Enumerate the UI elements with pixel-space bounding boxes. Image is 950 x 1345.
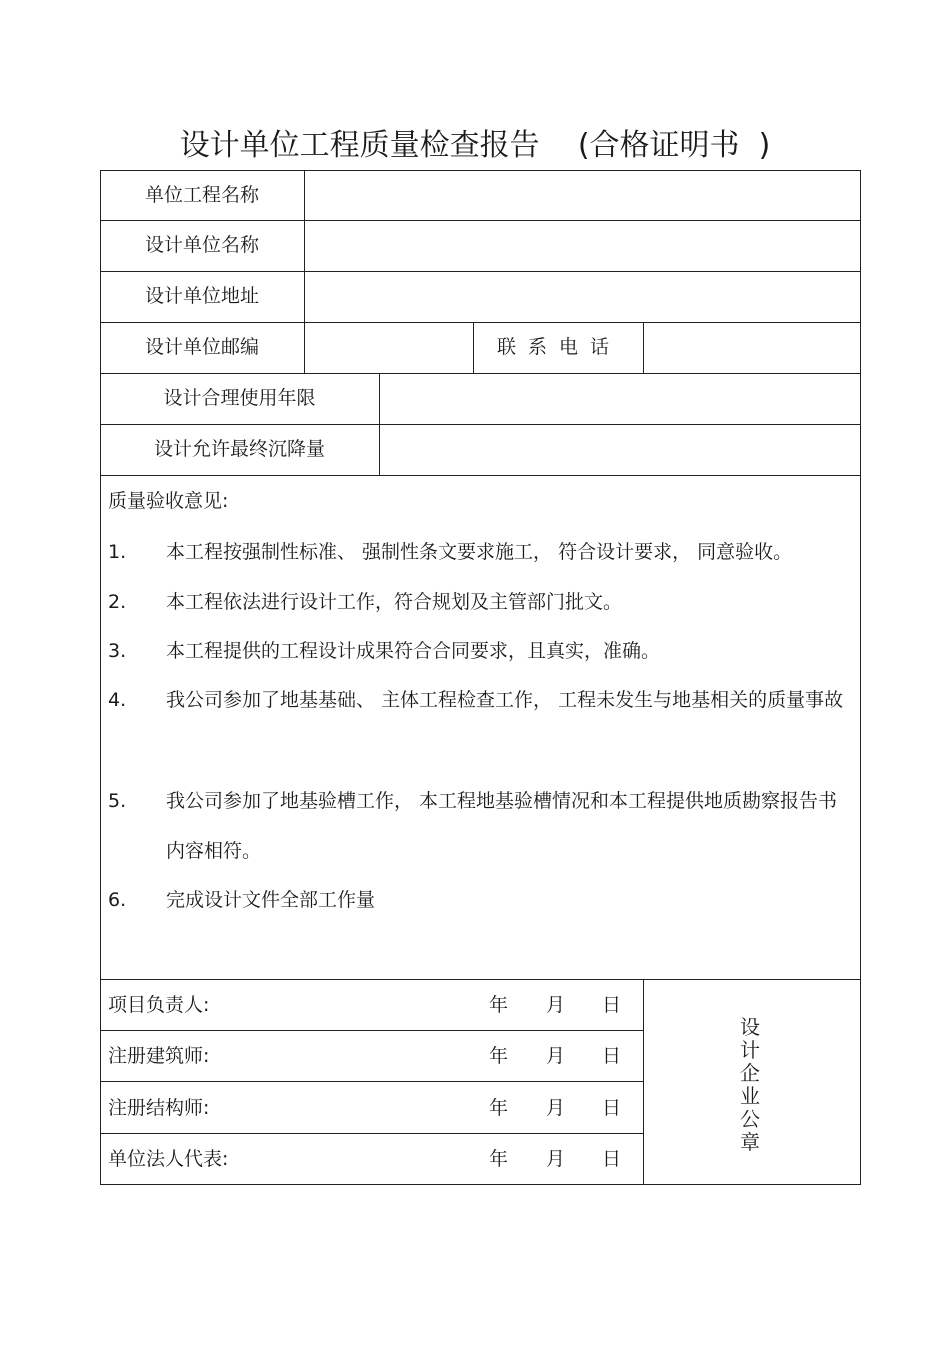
column-divider [643, 979, 644, 1184]
opinion-item-text: 我公司参加了地基验槽工作， 本工程地基验槽情况和本工程提供地质勘察报告书内容相符。 [166, 790, 838, 862]
row-divider [100, 979, 860, 980]
company-seal-label: 设计企业公章 [740, 1015, 760, 1154]
legal-representative-label: 单位法人代表: [108, 1148, 229, 1170]
column-divider [643, 322, 644, 374]
design-unit-name-label: 设计单位名称 [144, 234, 259, 256]
column-divider [473, 322, 474, 374]
opinion-item-text: 本工程依法进行设计工作，符合规划及主管部门批文。 [166, 591, 623, 613]
registered-architect-label: 注册建筑师: [108, 1045, 210, 1067]
design-unit-postcode-label: 设计单位邮编 [144, 336, 259, 358]
opinion-item-number: 3. [108, 640, 127, 662]
phone-label: 联系电话 [496, 336, 621, 358]
registered-structural-engineer-label: 注册结构师: [108, 1097, 210, 1119]
project-name-label: 单位工程名称 [144, 184, 259, 206]
service-life-label: 设计合理使用年限 [163, 387, 316, 409]
project-leader-label: 项目负责人: [108, 994, 210, 1016]
opinion-item-number: 4. [108, 689, 127, 711]
day-label: 日 [602, 994, 622, 1016]
month-label: 月 [546, 1045, 566, 1067]
opinion-item-number: 2. [108, 591, 127, 613]
year-label: 年 [489, 1097, 509, 1119]
opinion-item-text: 本工程提供的工程设计成果符合合同要求，且真实，准确。 [166, 640, 661, 662]
day-label: 日 [602, 1045, 622, 1067]
column-divider [304, 170, 305, 374]
year-label: 年 [489, 1148, 509, 1170]
settlement-label: 设计允许最终沉降量 [153, 438, 325, 460]
opinion-item-text: 本工程按强制性标准、 强制性条文要求施工， 符合设计要求， 同意验收。 [166, 541, 793, 563]
month-label: 月 [546, 994, 566, 1016]
opinion-item-text: 我公司参加了地基基础、 主体工程检查工作， 工程未发生与地基相关的质量事故 [166, 689, 844, 711]
year-label: 年 [489, 1045, 509, 1067]
month-label: 月 [546, 1148, 566, 1170]
design-unit-address-label: 设计单位地址 [144, 285, 259, 307]
day-label: 日 [602, 1097, 622, 1119]
opinion-item-number: 6. [108, 889, 127, 911]
page-title: 设计单位工程质量检查报告 (合格证明书 ) [179, 128, 771, 163]
opinion-item-number: 5. [108, 790, 127, 812]
opinion-item-number: 1. [108, 541, 127, 563]
opinion-item-text: 完成设计文件全部工作量 [166, 889, 376, 911]
year-label: 年 [489, 994, 509, 1016]
row-divider [100, 1081, 643, 1082]
column-divider [379, 373, 380, 476]
month-label: 月 [546, 1097, 566, 1119]
day-label: 日 [602, 1148, 622, 1170]
opinion-heading: 质量验收意见: [108, 490, 229, 512]
